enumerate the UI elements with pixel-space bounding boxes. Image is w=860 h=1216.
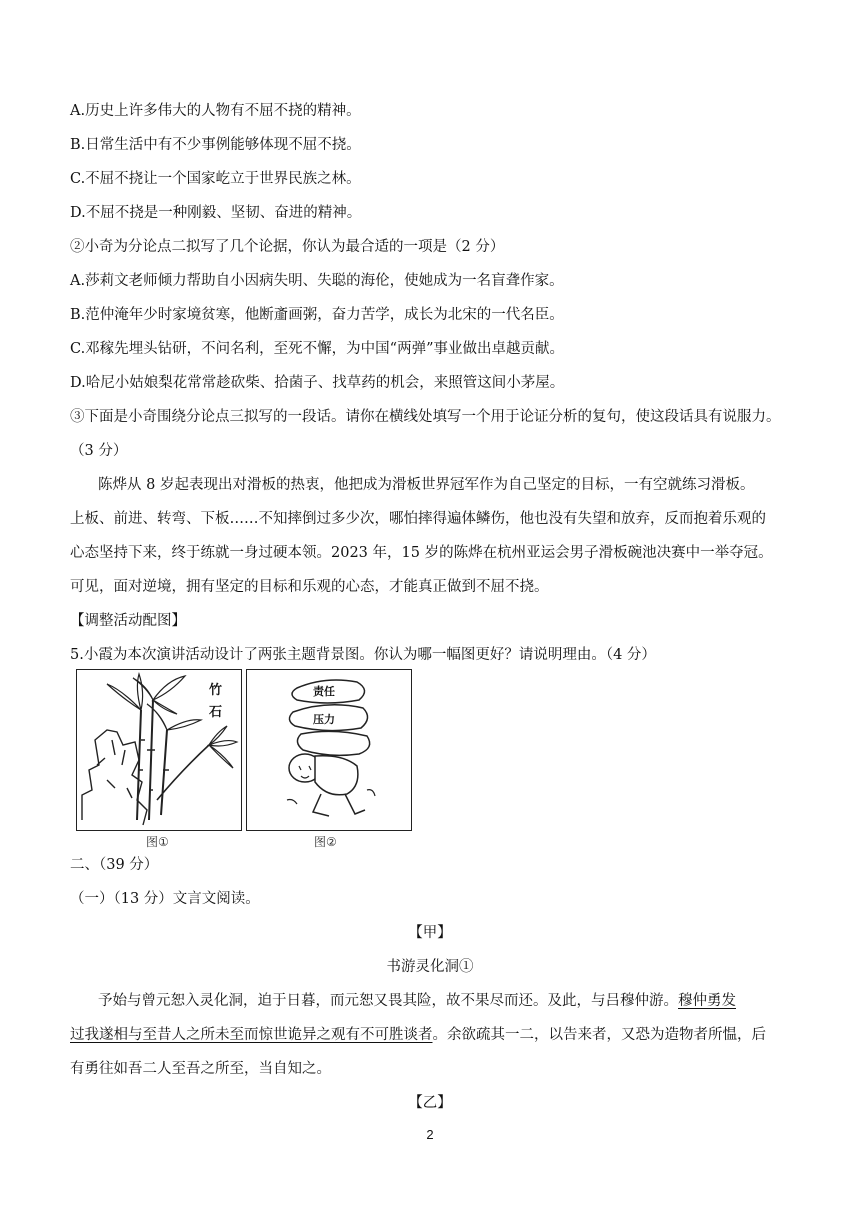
essay-line-1-text: 予始与曾元恕入灵化洞，迫于日暮，而元恕又畏其险，故不果尽而还。及此，与吕穆仲游。 xyxy=(98,993,678,1009)
essay-line-1-underlined: 穆仲勇发 xyxy=(678,993,736,1009)
essay-line-2-underlined: 过我遂相与至昔人之所未至而惊世诡异之观有不可胜谈者 xyxy=(70,1027,433,1043)
figure-2-label-bottom: 压力 xyxy=(313,713,335,726)
option-c-line: C.不屈不挠让一个国家屹立于世界民族之林。 xyxy=(70,171,361,187)
paragraph-line-4: 可见，面对逆境，拥有坚定的目标和乐观的心态，才能真正做到不屈不挠。 xyxy=(70,579,549,595)
paragraph-line-2: 上板、前进、转弯、下板……不知摔倒过多少次，哪怕摔得遍体鳞伤，他也没有失望和放弃，反而抱着乐观的 xyxy=(70,511,766,527)
yi-marker: 【乙】 xyxy=(408,1095,452,1111)
bamboo-rock-drawing xyxy=(77,670,241,830)
burden-drawing xyxy=(247,670,411,830)
evidence-c-line: C.邓稼先埋头钻研，不问名利，至死不懈，为中国“两弹”事业做出卓越贡献。 xyxy=(70,341,565,357)
essay-line-3: 有勇往如吾二人至吾之所至，当自知之。 xyxy=(70,1061,331,1077)
part-2-heading: 二、（39 分） xyxy=(70,857,159,873)
essay-line-2 xyxy=(70,1025,790,1045)
question-2-line: ②小奇为分论点二拟写了几个论据，你认为最合适的一项是（2 分） xyxy=(70,239,505,255)
option-a-line: A.历史上许多伟大的人物有不屈不挠的精神。 xyxy=(70,103,361,119)
figure-2-label-top: 责任 xyxy=(313,685,335,698)
essay-line-1 xyxy=(98,991,818,1011)
figure-1-caption: 图① xyxy=(146,835,169,849)
page-number: 2 xyxy=(426,1127,434,1142)
question-3-line: ③下面是小奇围绕分论点三拟写的一段话。请你在横线处填写一个用于论证分析的复句，使这段话具有说服力。 xyxy=(70,409,781,425)
essay-title: 书游灵化洞① xyxy=(386,959,474,975)
option-d-line: D.不屈不挠是一种刚毅、坚韧、奋进的精神。 xyxy=(70,205,362,221)
part-2-subheading: （一）（13 分）文言文阅读。 xyxy=(70,891,260,907)
essay-line-2-text: 。余欲疏其一二，以告来者，又恐为造物者所愠，后 xyxy=(432,1027,766,1043)
figure-2-burden xyxy=(246,669,412,831)
paragraph-line-1: 陈烨从 8 岁起表现出对滑板的热衷，他把成为滑板世界冠军作为自己坚定的目标，一有空就练习滑板。 xyxy=(98,477,755,493)
evidence-d-line: D.哈尼小姑娘梨花常常趁砍柴、拾菌子、找草药的机会，来照管这间小茅屋。 xyxy=(70,375,565,391)
evidence-b-line: B.范仲淹年少时家境贫寒，他断齑画粥，奋力苦学，成长为北宋的一代名臣。 xyxy=(70,307,564,323)
figure-1-bamboo-rock xyxy=(76,669,242,831)
evidence-a-line: A.莎莉文老师倾力帮助自小因病失明、失聪的海伦，使她成为一名盲聋作家。 xyxy=(70,273,564,289)
jia-marker: 【甲】 xyxy=(408,925,452,941)
figure-1-text-bottom: 石 xyxy=(209,705,223,720)
paragraph-line-3: 心态坚持下来，终于练就一身过硬本领。2023 年，15 岁的陈烨在杭州亚运会男子滑板碗池决赛中一举夺冠。 xyxy=(70,545,773,561)
option-b-line: B.日常生活中有不少事例能够体现不屈不挠。 xyxy=(70,137,361,153)
question-3-points: （3 分） xyxy=(70,443,128,459)
figure-1-text-top: 竹 xyxy=(209,683,223,698)
section-heading: 【调整活动配图】 xyxy=(70,613,186,629)
question-5-line: 5.小霞为本次演讲活动设计了两张主题背景图。你认为哪一幅图更好？请说明理由。（4 分） xyxy=(70,647,656,663)
figure-2-caption: 图② xyxy=(314,835,337,849)
